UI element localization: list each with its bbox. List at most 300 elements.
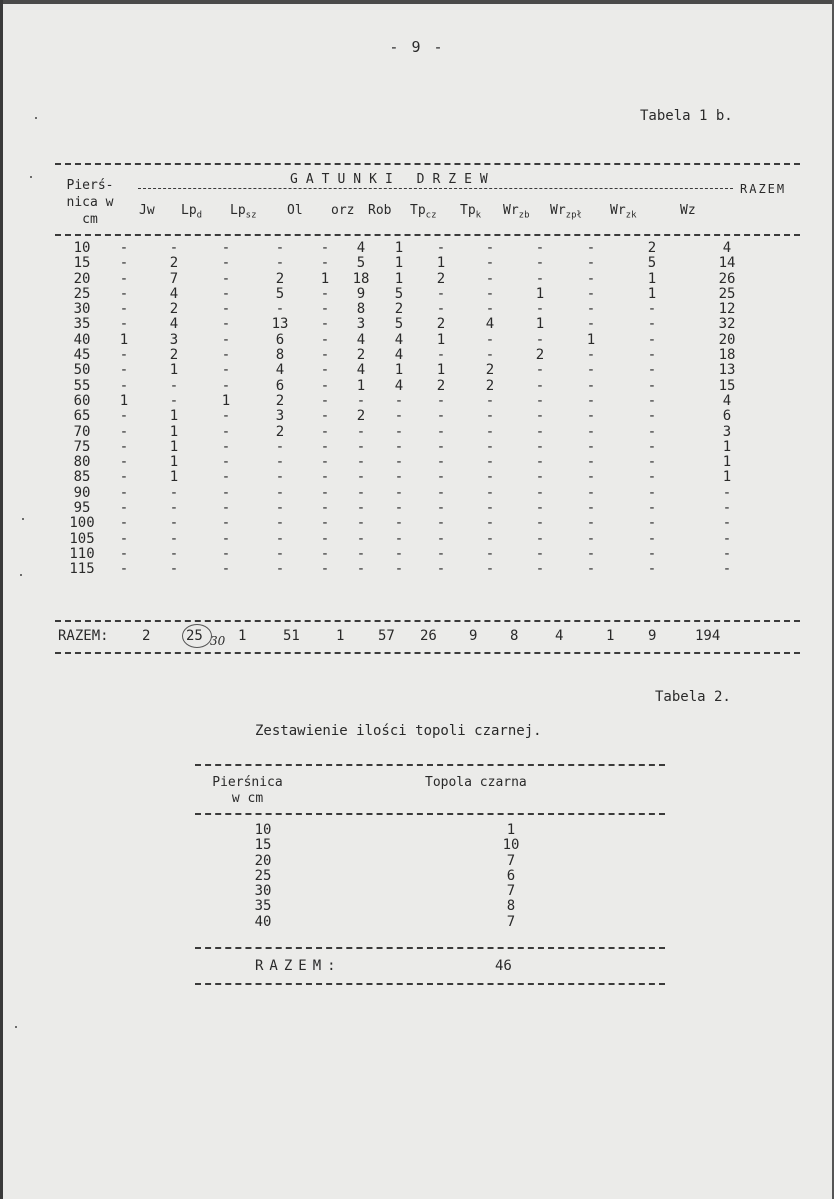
count-cell: - (119, 438, 129, 455)
species-header: $Lp_d$ (181, 203, 203, 221)
count-cell: 1 (436, 331, 446, 348)
count-cell: - (169, 484, 179, 501)
count-cell: - (535, 423, 545, 440)
count-cell: - (320, 377, 330, 394)
count-cell: - (119, 484, 129, 501)
count-cell: 5 (394, 285, 404, 302)
count-cell: 7 (169, 270, 179, 287)
count-cell: 2 (169, 255, 179, 272)
count-cell: - (221, 530, 231, 547)
count-cell: - (535, 331, 545, 348)
table-row (62, 425, 766, 440)
count-cell: - (586, 240, 596, 256)
count-cell: - (485, 240, 495, 256)
count-cell: - (436, 545, 446, 562)
species-header: $Wr_{zb}$ (503, 203, 530, 221)
count-cell: - (586, 392, 596, 409)
count-cell: 7 (506, 852, 516, 869)
total-value: 194 (695, 628, 721, 644)
count-cell: - (119, 500, 129, 517)
species-header: orz (331, 203, 355, 218)
punch-mark (20, 574, 22, 576)
count-cell: 1 (320, 270, 330, 287)
count-cell: - (535, 515, 545, 532)
total-value: 25 30 (186, 628, 203, 644)
total-cell: 1 (722, 469, 732, 486)
total-cell: - (722, 530, 732, 547)
table1-totals-top-rule (55, 620, 800, 622)
species-header: Jw (139, 203, 155, 218)
count-cell: - (485, 561, 495, 578)
table-row (225, 869, 721, 884)
count-cell: - (119, 454, 129, 471)
table-row (62, 501, 766, 516)
count-cell: - (535, 301, 545, 318)
table-row (62, 470, 766, 485)
count-cell: - (320, 530, 330, 547)
species-header: $Wr_{zpł}$ (550, 203, 582, 221)
count-cell: - (320, 347, 330, 364)
table-row (62, 486, 766, 501)
table-row (62, 363, 766, 378)
table2-col1-header (205, 775, 290, 807)
count-cell: - (647, 454, 657, 471)
total-cell: 6 (722, 408, 732, 425)
count-cell: 4 (356, 362, 366, 379)
total-value: 1 (336, 628, 345, 644)
count-cell: - (119, 408, 129, 425)
count-cell: 1 (535, 285, 545, 302)
count-cell: - (394, 408, 404, 425)
total-value: 4 (555, 628, 564, 644)
count-cell: - (356, 561, 366, 578)
count-cell: - (436, 423, 446, 440)
count-cell: - (485, 454, 495, 471)
count-cell: - (586, 469, 596, 486)
count-cell: 6 (275, 331, 285, 348)
total-cell: 12 (718, 301, 736, 318)
count-cell: - (119, 469, 129, 486)
count-cell: - (275, 454, 285, 471)
count-cell: - (221, 316, 231, 333)
total-value: 9 (469, 628, 478, 644)
count-cell: - (535, 240, 545, 256)
table-row (62, 547, 766, 562)
count-cell: - (586, 316, 596, 333)
count-cell: - (485, 484, 495, 501)
count-cell: 2 (169, 301, 179, 318)
table-row (62, 379, 766, 394)
count-cell: - (394, 515, 404, 532)
table2-col2-header: Topola czarna (425, 775, 527, 790)
count-cell: - (275, 240, 285, 256)
count-cell: - (535, 408, 545, 425)
count-cell: 3 (169, 331, 179, 348)
count-cell: - (119, 545, 129, 562)
count-cell: - (356, 469, 366, 486)
count-cell: 2 (535, 347, 545, 364)
table2-bottom-rule (195, 983, 665, 985)
count-cell: 1 (169, 423, 179, 440)
count-cell: 10 (502, 837, 520, 854)
count-cell: - (436, 469, 446, 486)
table1-first-col-header (55, 177, 125, 228)
count-cell: - (586, 561, 596, 578)
count-cell: - (586, 484, 596, 501)
count-cell: - (647, 438, 657, 455)
count-cell: - (275, 484, 285, 501)
table-row (62, 394, 766, 409)
count-cell: - (119, 377, 129, 394)
diameter-cell: 85 (73, 469, 91, 486)
count-cell: - (485, 285, 495, 302)
diameter-cell: 75 (73, 438, 91, 455)
count-cell: 5 (647, 255, 657, 272)
table-row (62, 256, 766, 271)
count-cell: 1 (586, 331, 596, 348)
count-cell: - (394, 561, 404, 578)
total-cell: - (722, 545, 732, 562)
count-cell: 9 (356, 285, 366, 302)
count-cell: 5 (275, 285, 285, 302)
diameter-cell: 20 (73, 270, 91, 287)
header-line: Pierś- (66, 178, 114, 193)
count-cell: - (436, 515, 446, 532)
count-cell: - (647, 484, 657, 501)
count-cell: - (647, 347, 657, 364)
count-cell: 2 (394, 301, 404, 318)
count-cell: - (586, 545, 596, 562)
count-cell: - (586, 438, 596, 455)
table1-total-header: RAZEM (740, 182, 787, 196)
diameter-cell: 115 (69, 561, 95, 578)
count-cell: - (436, 408, 446, 425)
count-cell: - (320, 515, 330, 532)
count-cell: - (119, 362, 129, 379)
count-cell: - (221, 515, 231, 532)
count-cell: - (436, 530, 446, 547)
count-cell: - (275, 500, 285, 517)
species-header: $Tp_k$ (460, 203, 482, 221)
total-value: 51 (283, 628, 300, 644)
table-row (225, 915, 721, 930)
count-cell: 6 (275, 377, 285, 394)
count-cell: - (586, 500, 596, 517)
total-cell: 18 (718, 347, 736, 364)
diameter-cell: 100 (69, 515, 95, 532)
diameter-cell: 25 (254, 867, 272, 884)
table1-title: Tabela 1 b. (640, 108, 733, 124)
total-value: 2 (142, 628, 151, 644)
table2-total-top-rule (195, 947, 665, 949)
count-cell: - (586, 285, 596, 302)
diameter-cell: 45 (73, 347, 91, 364)
count-cell: 2 (275, 392, 285, 409)
count-cell: - (394, 454, 404, 471)
count-cell: - (169, 240, 179, 256)
count-cell: - (356, 530, 366, 547)
count-cell: 1 (221, 392, 231, 409)
table-row (62, 241, 766, 256)
count-cell: 4 (356, 331, 366, 348)
diameter-cell: 90 (73, 484, 91, 501)
diameter-cell: 50 (73, 362, 91, 379)
table-row (225, 854, 721, 869)
count-cell: 6 (506, 867, 516, 884)
diameter-cell: 60 (73, 392, 91, 409)
diameter-cell: 15 (73, 255, 91, 272)
count-cell: 2 (275, 270, 285, 287)
table-row (225, 899, 721, 914)
count-cell: 1 (169, 454, 179, 471)
count-cell: 8 (356, 301, 366, 318)
count-cell: - (586, 515, 596, 532)
count-cell: - (320, 469, 330, 486)
count-cell: - (485, 515, 495, 532)
count-cell: - (535, 362, 545, 379)
count-cell: - (485, 545, 495, 562)
count-cell: - (221, 285, 231, 302)
count-cell: - (275, 530, 285, 547)
count-cell: - (169, 561, 179, 578)
count-cell: 2 (485, 362, 495, 379)
count-cell: - (320, 423, 330, 440)
count-cell: - (586, 362, 596, 379)
count-cell: - (221, 270, 231, 287)
table1-body (62, 241, 766, 578)
count-cell: - (320, 255, 330, 272)
count-cell: - (586, 377, 596, 394)
total-cell: 14 (718, 255, 736, 272)
count-cell: - (535, 454, 545, 471)
count-cell: - (394, 530, 404, 547)
count-cell: 2 (436, 316, 446, 333)
count-cell: 1 (394, 255, 404, 272)
total-cell: - (722, 500, 732, 517)
count-cell: - (586, 530, 596, 547)
count-cell: - (485, 392, 495, 409)
count-cell: 4 (169, 285, 179, 302)
count-cell: - (221, 377, 231, 394)
count-cell: - (221, 484, 231, 501)
count-cell: - (436, 240, 446, 256)
total-cell: 20 (718, 331, 736, 348)
count-cell: - (119, 316, 129, 333)
count-cell: - (535, 255, 545, 272)
count-cell: 1 (169, 408, 179, 425)
count-cell: - (535, 530, 545, 547)
count-cell: 4 (275, 362, 285, 379)
count-cell: - (535, 545, 545, 562)
count-cell: - (275, 515, 285, 532)
diameter-cell: 40 (254, 913, 272, 930)
table-row (62, 562, 766, 577)
count-cell: - (485, 255, 495, 272)
count-cell: - (119, 240, 129, 256)
count-cell: 1 (119, 392, 129, 409)
count-cell: - (485, 530, 495, 547)
diameter-cell: 110 (69, 545, 95, 562)
count-cell: 4 (394, 331, 404, 348)
count-cell: - (221, 469, 231, 486)
count-cell: - (647, 408, 657, 425)
count-cell: 1 (356, 377, 366, 394)
count-cell: - (647, 316, 657, 333)
count-cell: - (221, 438, 231, 455)
handwritten-note: 30 (210, 634, 226, 648)
count-cell: - (586, 255, 596, 272)
count-cell: 1 (535, 316, 545, 333)
count-cell: - (394, 392, 404, 409)
diameter-cell: 10 (73, 240, 91, 256)
count-cell: - (436, 454, 446, 471)
count-cell: - (356, 438, 366, 455)
count-cell: - (320, 285, 330, 302)
count-cell: - (169, 530, 179, 547)
total-value: 1 (238, 628, 247, 644)
count-cell: 4 (394, 377, 404, 394)
table1-bottom-rule (55, 652, 800, 654)
count-cell: - (169, 392, 179, 409)
diameter-cell: 95 (73, 500, 91, 517)
count-cell: - (221, 301, 231, 318)
table-row (62, 409, 766, 424)
total-cell: - (722, 484, 732, 501)
diameter-cell: 25 (73, 285, 91, 302)
count-cell: 1 (647, 270, 657, 287)
table-row (62, 287, 766, 302)
diameter-cell: 65 (73, 408, 91, 425)
header-line: Pierśnica (212, 775, 283, 790)
punch-mark (22, 518, 24, 520)
header-line: cm (82, 212, 98, 227)
count-cell: 2 (169, 347, 179, 364)
diameter-cell: 55 (73, 377, 91, 394)
count-cell: - (586, 408, 596, 425)
count-cell: 1 (169, 469, 179, 486)
header-line: nica w (66, 195, 114, 210)
count-cell: - (647, 377, 657, 394)
count-cell: - (320, 301, 330, 318)
species-header: Wz (680, 203, 696, 218)
total-cell: 32 (718, 316, 736, 333)
count-cell: - (356, 545, 366, 562)
count-cell: - (356, 392, 366, 409)
count-cell: - (119, 270, 129, 287)
count-cell: 2 (647, 240, 657, 256)
table2-total-value: 46 (495, 958, 512, 974)
count-cell: 18 (352, 270, 370, 287)
count-cell: - (394, 545, 404, 562)
count-cell: - (356, 423, 366, 440)
table-row (62, 317, 766, 332)
table1-header-rule (55, 234, 800, 236)
count-cell: 1 (394, 270, 404, 287)
group-header-rule (138, 188, 733, 189)
count-cell: - (394, 484, 404, 501)
count-cell: - (221, 347, 231, 364)
count-cell: - (275, 301, 285, 318)
count-cell: - (275, 561, 285, 578)
species-header: $Wr_{zk}$ (610, 203, 637, 221)
count-cell: - (647, 392, 657, 409)
count-cell: 4 (394, 347, 404, 364)
count-cell: - (119, 423, 129, 440)
table2-header-rule (195, 813, 665, 815)
count-cell: - (647, 362, 657, 379)
count-cell: - (647, 515, 657, 532)
diameter-cell: 40 (73, 331, 91, 348)
species-header: $Lp_{sz}$ (230, 203, 257, 221)
table-row (62, 272, 766, 287)
count-cell: - (275, 469, 285, 486)
count-cell: - (119, 530, 129, 547)
count-cell: - (647, 469, 657, 486)
count-cell: 2 (436, 377, 446, 394)
total-cell: 1 (722, 438, 732, 455)
count-cell: - (436, 500, 446, 517)
table-row (62, 333, 766, 348)
count-cell: - (535, 377, 545, 394)
count-cell: - (221, 240, 231, 256)
count-cell: - (647, 545, 657, 562)
table2-top-rule (195, 764, 665, 766)
count-cell: - (169, 545, 179, 562)
count-cell: - (320, 240, 330, 256)
count-cell: 5 (394, 316, 404, 333)
table-row (62, 302, 766, 317)
count-cell: - (535, 469, 545, 486)
diameter-cell: 10 (254, 822, 272, 838)
header-line: w cm (231, 791, 264, 806)
total-cell: 1 (722, 454, 732, 471)
count-cell: - (436, 561, 446, 578)
table-row (62, 516, 766, 531)
page-number: - 9 - (389, 38, 445, 56)
count-cell: 8 (275, 347, 285, 364)
total-cell: - (722, 561, 732, 578)
count-cell: - (436, 484, 446, 501)
table2-subtitle: Zestawienie ilości topoli czarnej. (255, 723, 542, 739)
species-header: Ol (287, 203, 303, 218)
count-cell: - (119, 347, 129, 364)
count-cell: - (221, 255, 231, 272)
count-cell: - (119, 255, 129, 272)
total-cell: 4 (722, 240, 732, 256)
count-cell: - (169, 377, 179, 394)
table1-top-rule (55, 163, 800, 165)
count-cell: - (586, 347, 596, 364)
count-cell: - (535, 392, 545, 409)
count-cell: 4 (356, 240, 366, 256)
table-row (62, 532, 766, 547)
total-value: 9 (648, 628, 657, 644)
count-cell: 1 (436, 255, 446, 272)
count-cell: - (436, 392, 446, 409)
count-cell: - (485, 423, 495, 440)
count-cell: - (320, 484, 330, 501)
count-cell: - (356, 454, 366, 471)
count-cell: - (320, 362, 330, 379)
count-cell: - (436, 438, 446, 455)
total-cell: 15 (718, 377, 736, 394)
diameter-cell: 30 (254, 883, 272, 900)
total-cell: 13 (718, 362, 736, 379)
count-cell: - (485, 500, 495, 517)
count-cell: 1 (394, 240, 404, 256)
count-cell: - (394, 469, 404, 486)
count-cell: 7 (506, 883, 516, 900)
